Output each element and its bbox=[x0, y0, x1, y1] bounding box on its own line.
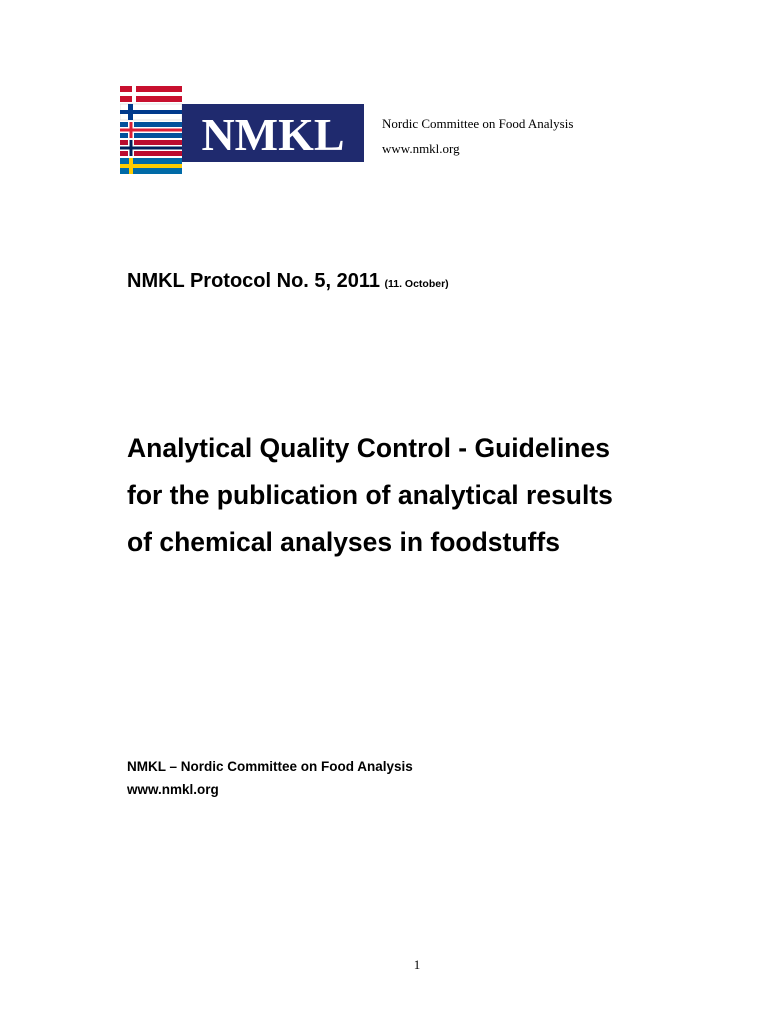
footer-info bbox=[127, 755, 413, 801]
title-line-3: of chemical analyses in foodstuffs bbox=[127, 527, 560, 557]
logo-text: NMKL bbox=[201, 109, 345, 160]
footer-website[interactable]: www.nmkl.org bbox=[127, 782, 219, 797]
header-org-name: Nordic Committee on Food Analysis bbox=[382, 116, 574, 131]
header-website[interactable]: www.nmkl.org bbox=[382, 141, 460, 156]
protocol-label: NMKL Protocol No. 5, 2011 bbox=[127, 270, 381, 292]
nordic-flags-graphic bbox=[120, 86, 182, 174]
protocol-date: (11. October) bbox=[384, 278, 449, 290]
nmkl-logo bbox=[120, 84, 364, 182]
protocol-line bbox=[127, 270, 449, 293]
title-line-1: Analytical Quality Control - Guidelines bbox=[127, 433, 610, 463]
header-info bbox=[382, 111, 573, 161]
title-line-2: for the publication of analytical results bbox=[127, 480, 613, 510]
document-title bbox=[127, 425, 747, 566]
page-number: 1 bbox=[413, 957, 421, 972]
footer-org-line: NMKL – Nordic Committee on Food Analysis bbox=[127, 759, 413, 774]
